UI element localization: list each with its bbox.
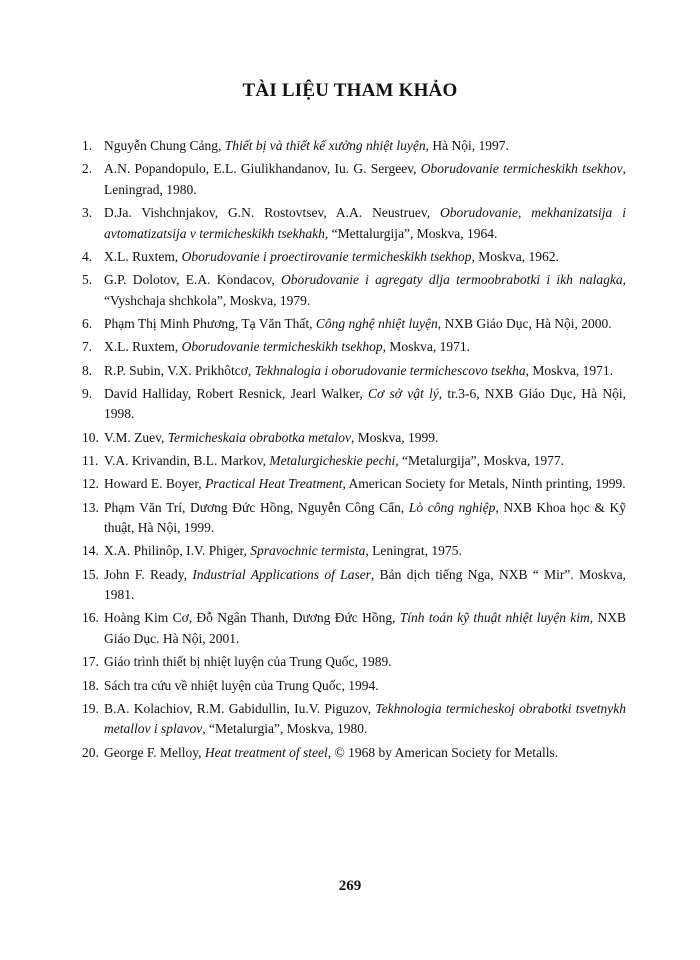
reference-number: 7. — [82, 339, 93, 355]
reference-item — [70, 608, 626, 649]
reference-text: V.A. Krivandin, B.L. Markov, Metalurgicheskie pechi, “Metalurgija”, Moskva, 1977. — [104, 452, 565, 468]
reference-item — [70, 676, 626, 697]
reference-number: 13. — [82, 499, 99, 515]
reference-number: 17. — [82, 654, 99, 670]
reference-item — [70, 699, 626, 740]
reference-item — [70, 337, 626, 358]
reference-number: 4. — [82, 248, 93, 264]
reference-number: 3. — [82, 205, 93, 221]
reference-text: Phạm Văn Trí, Dương Đức Hồng, Nguyễn Công Cẩn, Lò công nghiệp, NXB Khoa học & Kỹ thuật, Hà Nội, 1999. — [104, 499, 626, 536]
reference-text: George F. Melloy, Heat treatment of steel, © 1968 by American Society for Metalls. — [104, 744, 559, 760]
reference-item — [70, 451, 626, 472]
reference-item — [70, 541, 626, 562]
reference-text: B.A. Kolachiov, R.M. Gabidullin, Iu.V. Piguzov, Tekhnologia termicheskoj obrabotki tsvetnykh metallov i splavov, “Metalurgia”, Moskva, 1980. — [104, 700, 627, 737]
reference-item — [70, 203, 626, 244]
reference-item — [70, 314, 626, 335]
reference-text: A.N. Popandopulo, E.L. Giulikhandanov, Iu. G. Sergeev, Oborudovanie termicheskikh tsekhov, Leningrad, 1980. — [104, 161, 626, 197]
reference-text: Phạm Thị Minh Phương, Tạ Văn Thất, Công nghệ nhiệt luyện, NXB Giáo Dục, Hà Nội, 2000. — [104, 315, 612, 331]
reference-text: David Halliday, Robert Resnick, Jearl Walker, Cơ sở vật lý, tr.3-6, NXB Giáo Dục, Hà Nội, 1998. — [104, 385, 627, 422]
page-title: TÀI LIỆU THAM KHẢO — [242, 80, 458, 101]
reference-item — [70, 743, 626, 764]
reference-text: Giáo trình thiết bị nhiệt luyện của Trung Quốc, 1989. — [104, 654, 392, 670]
reference-number: 14. — [82, 543, 99, 559]
reference-item — [70, 565, 626, 606]
reference-number: 15. — [82, 566, 99, 582]
reference-item — [70, 361, 626, 382]
reference-number: 2. — [82, 161, 93, 177]
reference-number: 1. — [82, 138, 93, 153]
reference-item — [70, 474, 626, 495]
reference-item — [70, 247, 626, 268]
reference-item — [70, 384, 626, 425]
reference-number: 18. — [82, 677, 99, 693]
reference-number: 8. — [82, 362, 93, 378]
reference-text: Sách tra cứu về nhiệt luyện của Trung Quốc, 1994. — [104, 677, 379, 693]
reference-text: Howard E. Boyer, Practical Heat Treatment, American Society for Metals, Ninth printing, 1999. — [104, 476, 626, 492]
reference-number: 11. — [82, 452, 99, 468]
reference-number: 19. — [82, 700, 99, 716]
reference-item — [70, 498, 626, 539]
page-number: 269 — [338, 878, 362, 894]
reference-item — [70, 136, 626, 157]
reference-text: V.M. Zuev, Termicheskaia obrabotka metalov, Moskva, 1999. — [104, 429, 439, 445]
reference-text: D.Ja. Vishchnjakov, G.N. Rostovtsev, A.A. Neustruev, Oborudovanie, mekhanizatsija i avtomatizatsija v termicheskikh tsekhakh, “Mettalurgija”, Moskva, 1964. — [104, 205, 626, 241]
reference-number: 10. — [82, 429, 99, 445]
reference-text: X.L. Ruxtem, Oborudovanie i proectirovanie termicheskikh tsekhop, Moskva, 1962. — [104, 248, 559, 264]
reference-text: G.P. Dolotov, E.A. Kondacov, Oborudovanie i agregaty dlja termoobrabotki i ikh nalagka, “Vyshchaja shchkola”, Moskva, 1979. — [104, 272, 626, 308]
reference-number: 6. — [82, 315, 93, 331]
reference-item — [70, 652, 626, 673]
reference-text: R.P. Subin, V.X. Prikhôtcơ, Tekhnalogia i oborudovanie termichescovo tsekha, Moskva, 1971. — [104, 362, 614, 378]
reference-text: Hoàng Kim Cơ, Đỗ Ngân Thanh, Dương Đức Hồng, Tính toán kỹ thuật nhiệt luyện kim, NXB Giáo Dục. Hà Nội, 2001. — [104, 610, 626, 646]
reference-number: 9. — [82, 385, 93, 401]
reference-number: 16. — [82, 610, 99, 626]
reference-text: X.L. Ruxtem, Oborudovanie termicheskikh tsekhop, Moskva, 1971. — [104, 339, 470, 355]
reference-number: 20. — [82, 744, 99, 760]
reference-item — [70, 270, 626, 311]
reference-number: 12. — [82, 476, 99, 492]
reference-number: 5. — [82, 272, 93, 288]
reference-text: X.A. Philinôp, I.V. Phiger, Spravochnic termista, Leningrat, 1975. — [104, 543, 462, 559]
reference-list — [70, 136, 626, 766]
reference-item — [70, 159, 626, 200]
reference-text: Nguyễn Chung Cảng, Thiết bị và thiết kế xưởng nhiệt luyện, Hà Nội, 1997. — [104, 138, 509, 153]
reference-item — [70, 428, 626, 449]
reference-text: John F. Ready, Industrial Applications of Laser, Bản dịch tiếng Nga, NXB “ Mir”. Moskva, 1981. — [104, 566, 627, 603]
